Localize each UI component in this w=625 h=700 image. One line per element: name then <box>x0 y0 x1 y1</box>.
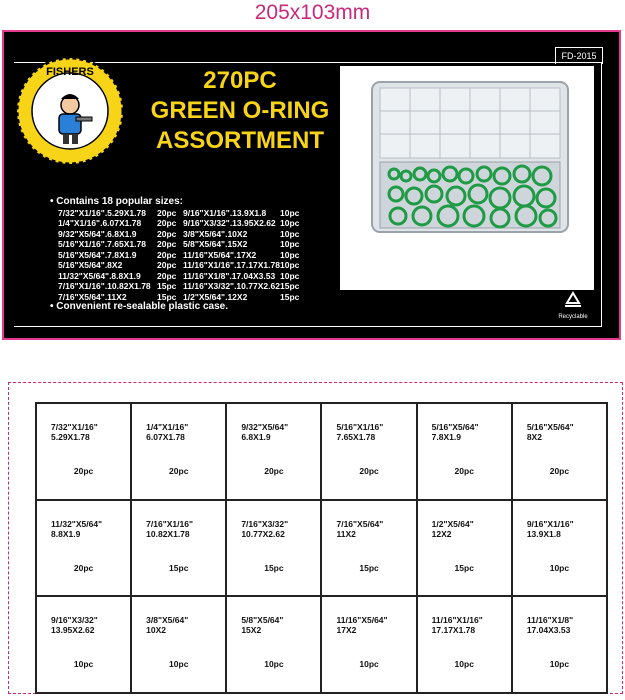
spec-qty-right: 10pc <box>280 218 300 228</box>
spec-row <box>50 270 300 282</box>
compartment-size-inch: 1/2"X5/64" <box>431 518 474 529</box>
model-number: FD-2015 <box>555 47 603 64</box>
spec-size-left: 5/16"X1/16".7.65X1.78 <box>58 239 146 249</box>
spec-size-left: 5/16"X5/64".7.8X1.9 <box>58 249 137 260</box>
compartment-size-inch: 9/32"X5/64" <box>241 422 289 432</box>
compartment-size-mm: 13.9X1.8 <box>526 528 561 539</box>
spec-qty-left: 20pc <box>157 218 177 228</box>
title-piece-count: 270PC <box>203 67 277 94</box>
spec-size-right: 9/16"X3/32".13.95X2.62 <box>183 218 276 228</box>
compartment-quantity: 10pc <box>73 659 94 670</box>
spec-size-left: 11/32"X5/64".8.8X1.9 <box>58 270 141 281</box>
compartment-cell <box>417 596 512 693</box>
compartment-quantity: 20pc <box>549 466 570 476</box>
spec-qty-left: 20pc <box>157 249 177 260</box>
compartment-cell <box>417 403 512 500</box>
spec-size-right: 3/8"X5/64".10X2 <box>183 228 248 239</box>
compartment-size-mm: 8.8X1.9 <box>51 528 81 539</box>
compartment-size-inch: 7/16"X5/64" <box>336 518 384 529</box>
compartment-size-inch: 11/16"X1/16" <box>431 615 483 626</box>
spec-rows <box>50 207 300 303</box>
spec-qty-right: 10pc <box>280 239 300 249</box>
title-type: ASSORTMENT <box>156 127 324 154</box>
spec-size-right: 9/16"X1/16".13.9X1.8 <box>183 207 267 218</box>
compartment-size-inch: 5/8"X5/64" <box>241 615 284 626</box>
compartment-cell <box>417 500 512 597</box>
compartment-cell <box>226 596 321 693</box>
recycle-mark <box>555 290 591 324</box>
compartment-size-mm: 7.65X1.78 <box>336 432 376 442</box>
spec-qty-right: 10pc <box>280 270 300 281</box>
compartment-cell <box>512 500 607 597</box>
spec-qty-left: 15pc <box>157 291 177 302</box>
spec-qty-left: 20pc <box>157 228 177 239</box>
spec-footer-text: Convenient re-sealable plastic case. <box>56 301 229 312</box>
compartment-size-inch: 11/16"X5/64" <box>336 615 388 626</box>
compartment-size-mm: 17.04X3.53 <box>526 625 571 636</box>
compartment-size-inch: 5/16"X5/64" <box>431 422 479 432</box>
title-product: GREEN O-RING <box>150 97 330 124</box>
compartment-cell <box>131 500 226 597</box>
spec-size-left: 5/16"X5/64".8X2 <box>58 260 123 270</box>
compartment-size-inch: 9/16"X3/32" <box>51 615 98 626</box>
compartment-cell <box>321 500 416 597</box>
compartment-cell <box>512 596 607 693</box>
compartment-quantity: 10pc <box>169 659 189 670</box>
compartment-size-mm: 11X2 <box>336 528 356 539</box>
product-title <box>140 66 340 156</box>
compartment-cell <box>36 500 131 597</box>
compartment-quantity: 10pc <box>549 659 570 670</box>
product-photo <box>340 66 594 290</box>
compartment-size-mm: 10.77X2.62 <box>241 528 285 539</box>
compartment-size-inch: 7/16"X3/32" <box>241 518 289 529</box>
compartment-quantity: 10pc <box>454 659 474 670</box>
spec-qty-left: 20pc <box>157 207 177 218</box>
spec-size-left: 7/16"X5/64".11X2 <box>58 291 127 302</box>
compartment-size-inch: 1/4"X1/16" <box>146 422 189 432</box>
spec-row <box>50 281 300 292</box>
compartment-size-inch: 7/32"X1/16" <box>51 422 98 432</box>
spec-size-left: 1/4"X1/16".6.07X1.78 <box>58 218 142 228</box>
spec-qty-left: 20pc <box>157 260 177 270</box>
compartment-quantity: 10pc <box>549 562 570 573</box>
compartment-quantity: 20pc <box>264 466 284 476</box>
compartment-cell <box>36 403 131 500</box>
spec-size-left: 9/32"X5/64".6.8X1.9 <box>58 228 137 239</box>
compartment-cell <box>512 403 607 500</box>
brand-logo <box>14 55 126 167</box>
compartment-quantity: 20pc <box>454 466 474 476</box>
frame-rule-right <box>601 62 602 327</box>
compartment-cell <box>321 596 416 693</box>
compartment-size-mm: 6.8X1.9 <box>241 432 271 442</box>
spec-size-right: 1/2"X5/64".12X2 <box>183 291 248 302</box>
compartment-size-mm: 10X2 <box>146 625 167 636</box>
spec-row <box>50 228 300 240</box>
compartment-quantity: 20pc <box>73 562 94 573</box>
compartment-quantity: 20pc <box>359 466 379 476</box>
spec-qty-right: 10pc <box>280 260 300 270</box>
spec-heading: • Contains 18 popular sizes: <box>50 196 183 207</box>
compartment-size-inch: 11/32"X5/64" <box>51 518 103 529</box>
recycle-label: Recyclable <box>558 314 588 320</box>
compartment-cell <box>321 403 416 500</box>
compartment-cell <box>226 500 321 597</box>
spec-row <box>50 207 300 219</box>
spec-qty-left: 20pc <box>157 239 177 249</box>
spec-qty-right: 10pc <box>280 249 300 260</box>
spec-footer: • Convenient re-sealable plastic case. <box>50 301 229 312</box>
compartment-size-mm: 12X2 <box>431 528 452 539</box>
spec-size-left: 7/16"X1/16".10.82X1.78 <box>58 281 151 291</box>
compartment-quantity: 15pc <box>169 562 189 573</box>
spec-qty-right: 10pc <box>280 207 300 218</box>
compartment-cell <box>226 403 321 500</box>
spec-qty-left: 15pc <box>157 281 177 291</box>
compartment-quantity: 15pc <box>264 562 284 573</box>
compartment-cell <box>131 403 226 500</box>
spec-size-right: 11/16"X3/32".10.77X2.62 <box>183 281 280 291</box>
compartment-quantity: 10pc <box>359 659 379 670</box>
spec-qty-right: 10pc <box>280 228 300 239</box>
frame-rule-bottom <box>14 326 602 327</box>
compartment-size-mm: 8X2 <box>526 432 542 442</box>
compartment-quantity: 15pc <box>359 562 379 573</box>
compartment-quantity: 15pc <box>454 562 474 573</box>
spec-size-right: 5/8"X5/64".15X2 <box>183 239 248 249</box>
spec-row <box>50 239 300 250</box>
o-ring-case-image <box>370 76 570 236</box>
spec-size-right: 11/16"X1/16".17.17X1.78 <box>183 260 280 270</box>
compartment-size-inch: 3/8"X5/64" <box>146 615 189 626</box>
spec-qty-right: 15pc <box>280 291 300 302</box>
compartment-size-inch: 11/16"X1/8" <box>526 615 574 626</box>
spec-size-right: 11/16"X1/8".17.04X3.53 <box>183 270 276 281</box>
compartment-grid <box>35 402 608 694</box>
compartment-cell <box>131 596 226 693</box>
compartment-quantity: 20pc <box>73 466 94 476</box>
compartment-size-mm: 15X2 <box>241 625 262 636</box>
spec-qty-right: 15pc <box>280 281 300 291</box>
compartment-size-mm: 17X2 <box>336 625 357 636</box>
spec-row <box>50 249 300 261</box>
compartment-size-inch: 5/16"X1/16" <box>336 422 384 432</box>
compartment-size-mm: 10.82X1.78 <box>146 528 190 539</box>
compartment-size-mm: 17.17X1.78 <box>431 625 476 636</box>
spec-size-right: 11/16"X5/64".17X2 <box>183 249 257 260</box>
spec-row <box>50 218 300 229</box>
compartment-size-mm: 5.29X1.78 <box>51 432 90 442</box>
compartment-quantity: 10pc <box>264 659 284 670</box>
spec-row <box>50 260 300 271</box>
recycle-icon <box>555 290 591 314</box>
spec-row <box>50 291 300 303</box>
label-dimensions: 205x103mm <box>254 1 371 24</box>
compartment-size-mm: 13.95X2.62 <box>51 625 95 636</box>
compartment-cell <box>36 596 131 693</box>
compartment-size-inch: 5/16"X5/64" <box>526 422 574 432</box>
compartment-size-mm: 6.07X1.78 <box>146 432 185 442</box>
compartment-quantity: 20pc <box>169 466 189 476</box>
spec-size-left: 7/32"X1/16".5.29X1.78 <box>58 207 146 218</box>
spec-qty-left: 20pc <box>157 270 177 281</box>
spec-heading-text: Contains 18 popular sizes: <box>56 196 183 207</box>
size-spec-list <box>50 196 300 313</box>
compartment-size-inch: 9/16"X1/16" <box>526 518 574 529</box>
logo-brand-text: FISHERS <box>46 66 94 78</box>
compartment-size-mm: 7.8X1.9 <box>431 432 461 442</box>
compartment-size-inch: 7/16"X1/16" <box>146 518 193 529</box>
